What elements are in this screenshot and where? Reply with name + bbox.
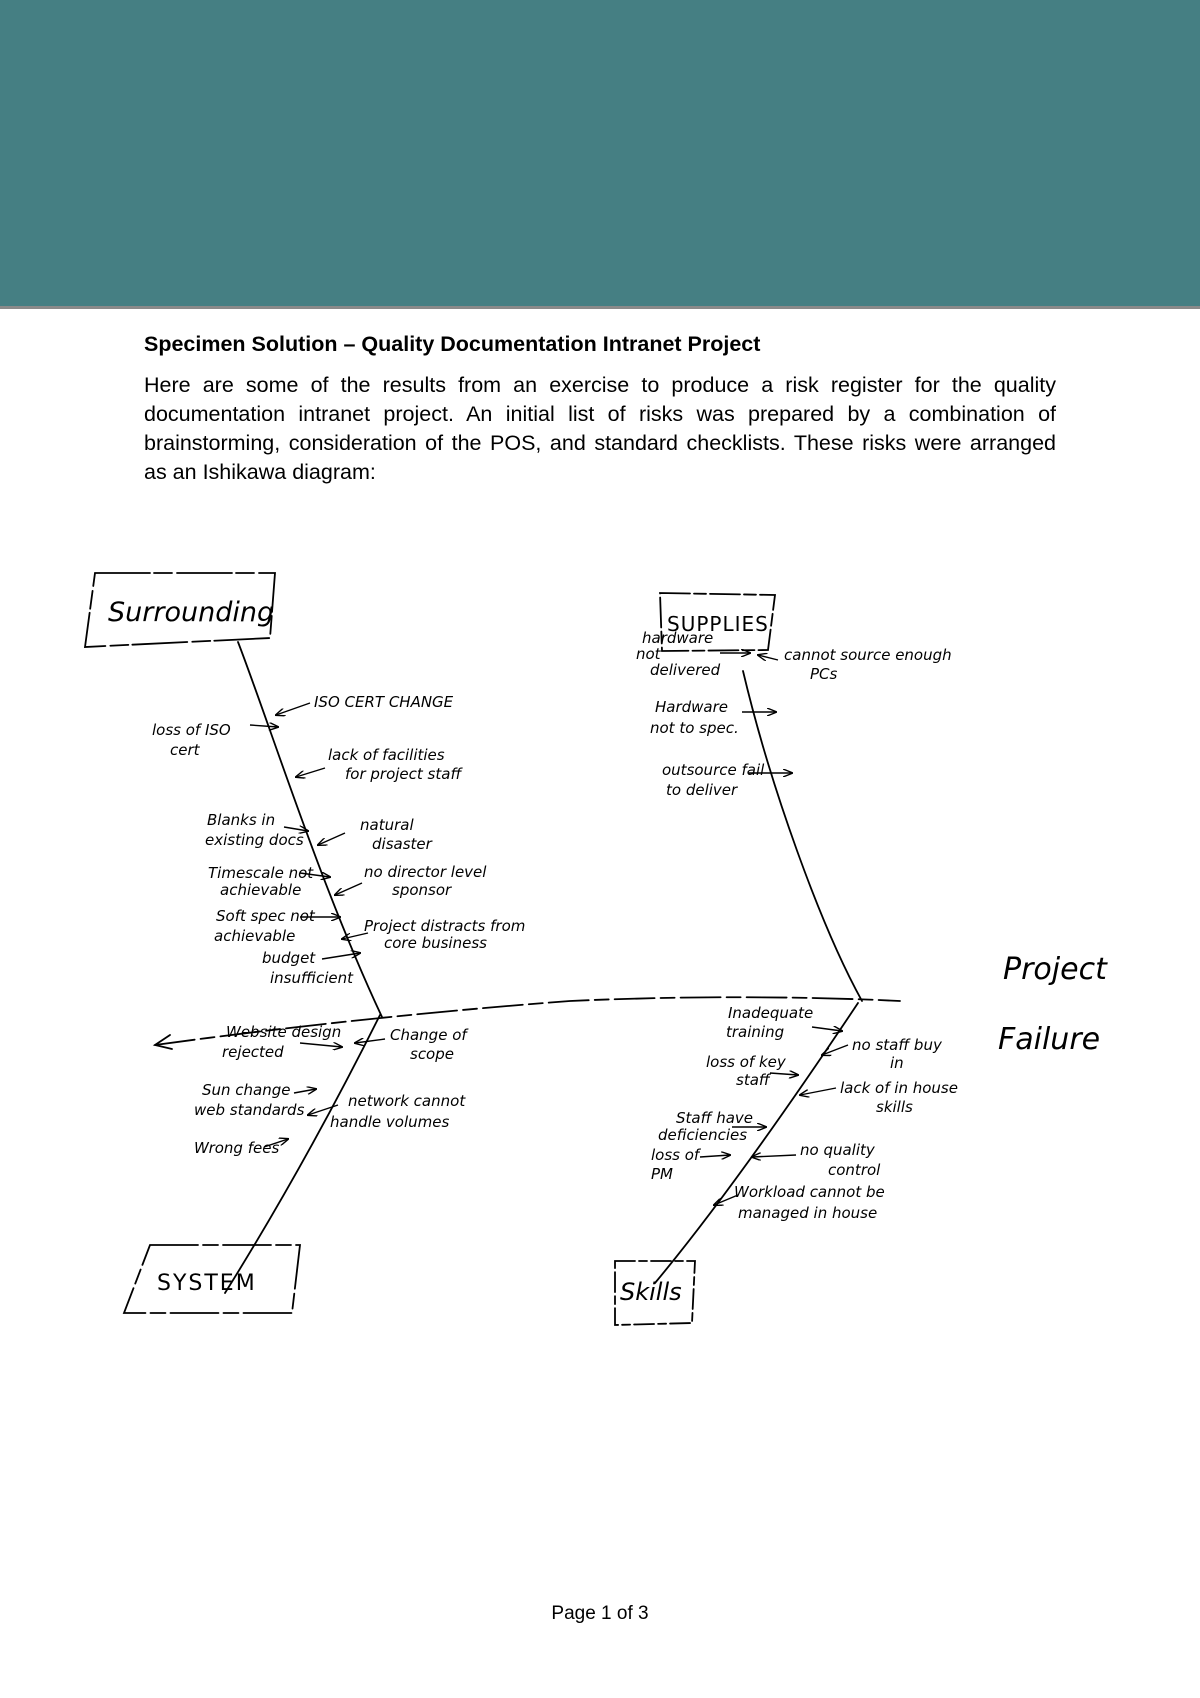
arrow-quality	[752, 1155, 796, 1157]
cause-loss-iso-line-1: loss of ISO	[152, 721, 231, 739]
cause-hardware-spec-line-2: not to spec.	[650, 719, 739, 737]
cause-quality-line-2: control	[828, 1161, 881, 1179]
cause-web-standards-line-1: Sun change	[202, 1081, 291, 1099]
cause-quality-line-1: no quality	[800, 1141, 875, 1159]
cause-workload-line-2: managed in house	[738, 1204, 878, 1222]
arrow-website	[300, 1043, 342, 1047]
cause-lack-facilities-line-2: for project staff	[345, 765, 462, 783]
cause-web-standards-line-2: web standards	[194, 1101, 305, 1119]
cause-deficiencies-line-1: Staff have	[676, 1109, 753, 1127]
spine-arrowhead	[155, 1035, 172, 1049]
cause-network-line-1: network cannot	[348, 1092, 466, 1110]
cause-project-distracts-line-1: Project distracts from	[364, 917, 526, 935]
intro-paragraph: Here are some of the results from an exercise to produce a risk register for the quality documentation intranet project. An initial list of risks was prepared by a combination of brainstorming, consideration of the POS, and standard checklists. These risks were arranged as an Ishikawa diagram:	[144, 373, 1056, 484]
cause-no-buy-in-line-1: no staff buy	[852, 1036, 942, 1054]
cause-soft-spec-line-1: Soft spec not	[216, 907, 315, 925]
arrow-loss-iso	[250, 725, 278, 727]
cause-natural-line-2: disaster	[372, 835, 432, 853]
arrow-inhouse-skills	[800, 1088, 836, 1095]
document-title: Specimen Solution – Quality Documentation Intranet Project	[144, 332, 761, 356]
cause-wrong-fees: Wrong fees	[194, 1139, 280, 1157]
cause-inhouse-skills-line-1: lack of in house	[840, 1079, 958, 1097]
arrow-cannot-source	[758, 655, 778, 660]
arrow-key-staff	[770, 1073, 798, 1075]
effect-label-line-2: Failure	[998, 1022, 1101, 1057]
cause-workload-line-1: Workload cannot be	[734, 1183, 885, 1201]
cause-iso-cert-change: ISO CERT CHANGE	[314, 693, 454, 711]
cause-training-line-2: training	[726, 1023, 785, 1041]
cause-timescale-line-2: achievable	[220, 881, 302, 899]
arrow-change-scope	[355, 1039, 385, 1043]
cause-timescale-line-1: Timescale not	[208, 864, 314, 882]
cause-network-line-2: handle volumes	[330, 1113, 450, 1131]
cause-no-buy-in-line-2: in	[890, 1054, 904, 1072]
header-rule	[0, 306, 1200, 309]
cause-key-staff-line-2: staff	[736, 1071, 770, 1089]
cause-hardware-spec-line-1: Hardware	[655, 698, 729, 716]
arrow-iso-change	[276, 703, 310, 715]
ishikawa-diagram	[0, 555, 1200, 1415]
cause-blanks-line-2: existing docs	[205, 831, 304, 849]
cause-website-line-1: Website design	[226, 1023, 342, 1041]
cause-change-scope-line-1: Change of	[390, 1026, 467, 1044]
cause-project-distracts-line-2: core business	[384, 934, 487, 952]
arrow-web-standards	[294, 1089, 316, 1093]
cause-change-scope-line-2: scope	[410, 1045, 454, 1063]
cause-website-line-2: rejected	[222, 1043, 284, 1061]
category-surrounding: Surrounding	[108, 597, 275, 628]
cause-hardware-delivered-line-2: not	[636, 645, 661, 663]
cause-natural-line-1: natural	[360, 816, 414, 834]
arrow-natural	[318, 833, 345, 845]
document-body	[144, 332, 1056, 487]
cause-loss-iso-line-2: cert	[170, 741, 200, 759]
header-band	[0, 0, 1200, 306]
cause-blanks-line-1: Blanks in	[207, 811, 276, 829]
cause-key-staff-line-1: loss of key	[706, 1053, 786, 1071]
cause-budget-line-1: budget	[262, 949, 316, 967]
cause-training-line-1: Inadequate	[728, 1004, 814, 1022]
arrow-loss-pm	[700, 1155, 730, 1157]
cause-cannot-source-line-2: PCs	[810, 665, 838, 683]
cause-outsource-line-1: outsource fail	[662, 761, 765, 779]
cause-hardware-delivered-line-3: delivered	[650, 661, 721, 679]
cause-lack-facilities-line-1: lack of facilities	[328, 746, 445, 764]
page-footer: Page 1 of 3	[551, 1603, 649, 1624]
cause-loss-pm-line-1: loss of	[651, 1146, 700, 1164]
cause-budget-line-2: insufficient	[270, 969, 354, 987]
effect-label-line-1: Project	[1003, 952, 1107, 987]
cause-cannot-source-line-1: cannot source enough	[784, 646, 952, 664]
cause-no-sponsor-line-1: no director level	[364, 863, 487, 881]
arrow-training	[812, 1027, 842, 1031]
category-supplies: SUPPLIES	[667, 612, 769, 636]
cause-no-sponsor-line-2: sponsor	[392, 881, 452, 899]
cause-hardware-delivered-line-1: hardware	[642, 629, 714, 647]
cause-inhouse-skills-line-2: skills	[876, 1098, 913, 1116]
arrow-no-sponsor	[335, 883, 362, 895]
category-system: SYSTEM	[157, 1271, 257, 1296]
cause-outsource-line-2: to deliver	[666, 781, 738, 799]
category-skills: Skills	[620, 1278, 682, 1306]
cause-deficiencies-line-2: deficiencies	[658, 1126, 748, 1144]
bone-supplies	[743, 671, 862, 1001]
cause-soft-spec-line-2: achievable	[214, 927, 296, 945]
cause-loss-pm-line-2: PM	[651, 1165, 673, 1183]
arrow-lack-facilities	[296, 768, 325, 777]
